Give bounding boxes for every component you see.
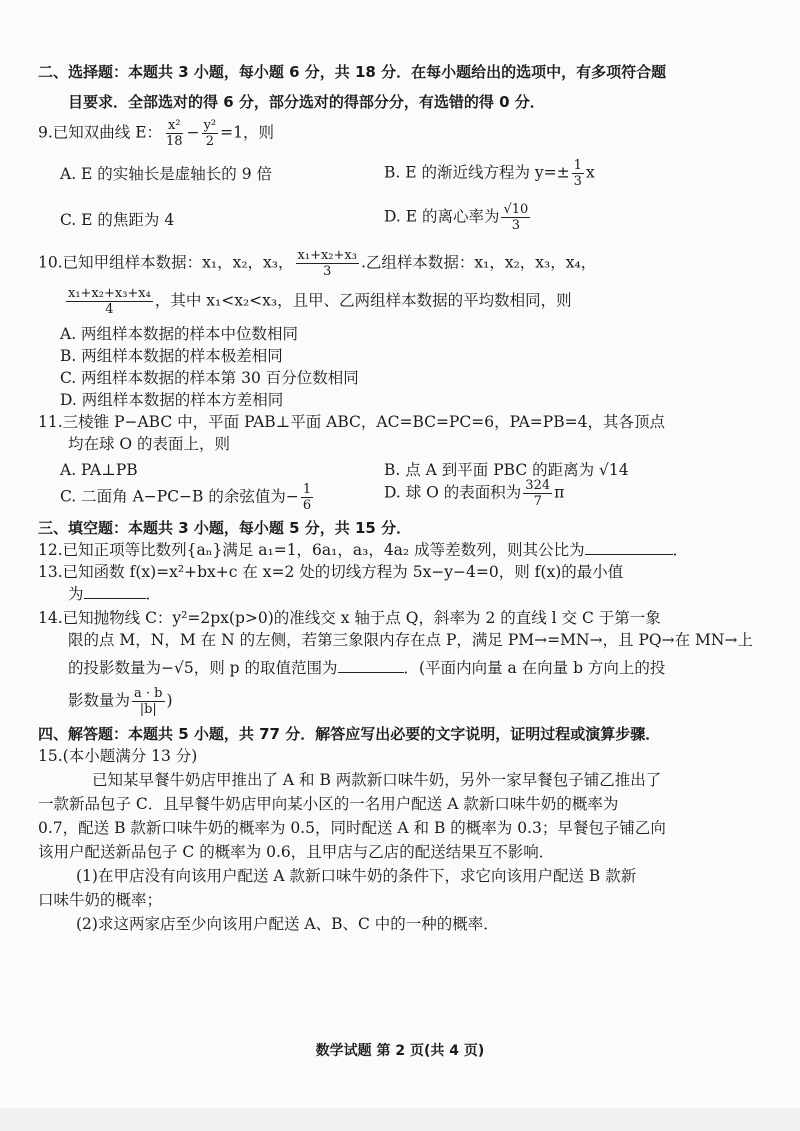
- q15-para-3: 0.7，配送 B 款新口味牛奶的概率为 0.5，同时配送 A 和 B 的概率为 0.3；早餐包子铺乙向: [38, 819, 666, 837]
- q15-para-1: 已知某早餐牛奶店甲推出了 A 和 B 两款新口味牛奶，另外一家早餐包子铺乙推出了: [92, 771, 662, 789]
- q10-option-b: B. 两组样本数据的样本极差相同: [60, 347, 283, 365]
- question-14-line3: 的投影数量为−√5，则 p 的取值范围为 ．(平面内向量 a 在向量 b 方向上的投: [68, 659, 666, 677]
- q9-option-b: B. E 的渐近线方程为 y=± $\frac{1}{3}$ x: [384, 158, 595, 189]
- q9-fraction-y: $\frac{\text{y²}}{2}$: [203, 118, 217, 149]
- q9-option-c: C. E 的焦距为 4: [60, 211, 175, 229]
- q11-option-d: D. 球 O 的表面积为 $\frac{324}{7}$ π: [384, 478, 565, 509]
- section-3-heading: 三、填空题：本题共 3 小题，每小题 5 分，共 15 分．: [38, 519, 412, 537]
- bottom-edge-strip: [0, 1108, 800, 1131]
- question-12: 12.已知正项等比数列{aₙ}满足 a₁=1，6a₁，a₃，4a₂ 成等差数列，则其公比为 ．: [38, 541, 689, 559]
- question-11-line2: 均在球 O 的表面上，则: [68, 435, 231, 453]
- q11-optc-fraction: $\frac{1}{6}$: [302, 482, 312, 513]
- q11-option-c: C. 二面角 A−PC−B 的余弦值为− $\frac{1}{6}$: [60, 482, 312, 513]
- q10-fraction-4: $\frac{\text{x₁+x₂+x₃+x₄}}{4}$: [68, 286, 151, 317]
- page-footer: 数学试题 第 2 页(共 4 页): [315, 1043, 485, 1059]
- question-14-line1: 14.已知抛物线 C：y²=2px(p>0)的准线交 x 轴于点 Q，斜率为 2 的直线 l 交 C 于第一象: [38, 609, 661, 627]
- q11-option-a: A. PA⊥PB: [60, 461, 138, 479]
- q11-optd-fraction: $\frac{324}{7}$: [525, 478, 551, 509]
- question-13-line2: 为 ．: [68, 585, 162, 603]
- question-11-line1: 11.三棱锥 P−ABC 中，平面 PAB⊥平面 ABC，AC=BC=PC=6，PA=PB=4，其各顶点: [38, 413, 665, 431]
- q12-answer-blank: [585, 540, 673, 555]
- q10-option-c: C. 两组样本数据的样本第 30 百分位数相同: [60, 369, 359, 387]
- q9-option-d: D. E 的离心率为 $\frac{√10}{3}$: [384, 202, 529, 233]
- q9-fraction-x: $\frac{\text{x²}}{18}$: [166, 118, 183, 149]
- q15-para-2: 一款新品包子 C．且早餐牛奶店甲向某小区的一名用户配送 A 款新口味牛奶的概率为: [38, 795, 619, 813]
- q15-subquestion-1a: (1)在甲店没有向该用户配送 A 款新口味牛奶的条件下，求它向该用户配送 B 款新: [76, 867, 637, 885]
- question-14-line2: 限的点 M，N，M 在 N 的左侧，若第三象限内存在点 P，满足 PM→=MN→，且 PQ→在 MN→上: [68, 631, 753, 649]
- question-15-title: 15.(本小题满分 13 分): [38, 747, 198, 765]
- q10-option-d: D. 两组样本数据的样本方差相同: [60, 391, 284, 409]
- q15-subquestion-2: (2)求这两家店至少向该用户配送 A、B、C 中的一种的概率．: [76, 915, 499, 933]
- q9-stem-prefix: 9.已知双曲线 E：: [38, 123, 163, 142]
- q14-projection-fraction: $\frac{a \cdot b}{|b|}$: [134, 686, 163, 717]
- q9-optd-fraction: $\frac{√10}{3}$: [503, 202, 529, 233]
- question-13-line1: 13.已知函数 f(x)=x²+bx+c 在 x=2 处的切线方程为 5x−y−4=0，则 f(x)的最小值: [38, 563, 624, 581]
- q10-option-a: A. 两组样本数据的样本中位数相同: [60, 325, 299, 343]
- question-10-line1: 10.已知甲组样本数据：x₁，x₂，x₃， $\frac{\text{x₁+x₂+x₃}}{3}$ .乙组样本数据：x₁，x₂，x₃，x₄，: [38, 248, 597, 279]
- section-4-heading: 四、解答题：本题共 5 小题，共 77 分．解答应写出必要的文字说明，证明过程或演算步骤．: [38, 725, 661, 743]
- q14-answer-blank: [338, 658, 404, 673]
- q9-option-a: A. E 的实轴长是虚轴长的 9 倍: [60, 165, 273, 183]
- question-9-stem: 9.已知双曲线 E： $\frac{\text{x²}}{18}$ − $\frac{\text{y²}}{2}$ =1，则: [38, 118, 274, 149]
- q9-optb-fraction: $\frac{1}{3}$: [573, 158, 582, 189]
- q11-option-b: B. 点 A 到平面 PBC 的距离为 √14: [384, 461, 629, 479]
- q15-subquestion-1b: 口味牛奶的概率；: [38, 891, 163, 909]
- section-2-heading-line1: 二、选择题：本题共 3 小题，每小题 6 分，共 18 分．在每小题给出的选项中，有多项符合题: [38, 63, 667, 81]
- section-2-heading-line2: 目要求．全部选对的得 6 分，部分选对的得部分分，有选错的得 0 分．: [68, 93, 545, 111]
- question-10-line2: $\frac{\text{x₁+x₂+x₃+x₄}}{4}$ ，其中 x₁<x₂<x₃，且甲、乙两组样本数据的平均数相同，则: [68, 286, 572, 317]
- q15-para-4: 该用户配送新品包子 C 的概率为 0.6，且甲店与乙店的配送结果互不影响．: [38, 843, 555, 861]
- q10-fraction-3: $\frac{\text{x₁+x₂+x₃}}{3}$: [297, 248, 357, 279]
- q13-answer-blank: [84, 584, 146, 599]
- question-14-line4: 影数量为 $\frac{a \cdot b}{|b|}$ ): [68, 686, 173, 717]
